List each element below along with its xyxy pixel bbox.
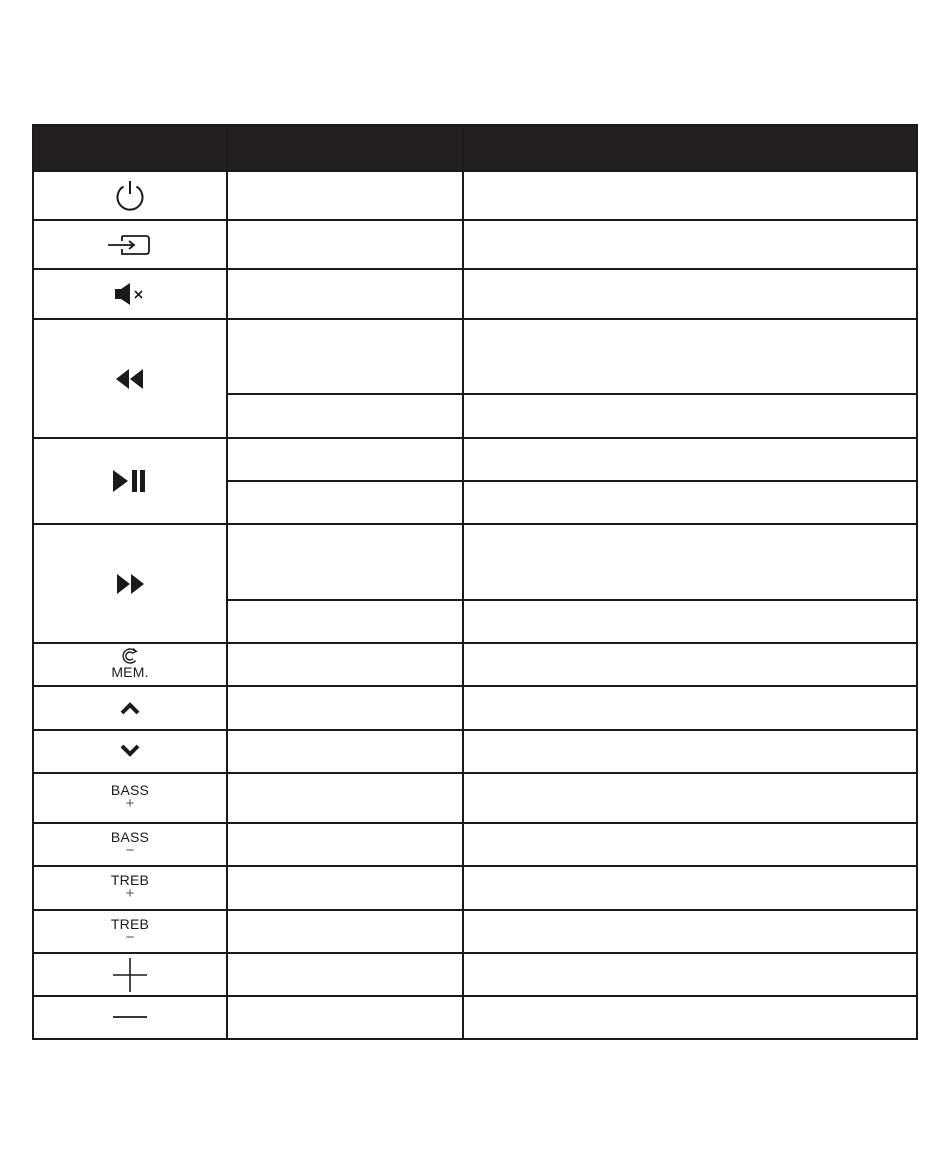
button-cell bbox=[33, 269, 227, 319]
description-cell bbox=[463, 220, 917, 269]
function-cell bbox=[227, 600, 463, 643]
function-cell bbox=[227, 686, 463, 730]
button-cell bbox=[33, 438, 227, 524]
function-cell bbox=[227, 220, 463, 269]
description-cell bbox=[463, 481, 917, 524]
button-cell bbox=[33, 953, 227, 996]
function-cell bbox=[227, 394, 463, 438]
table-row bbox=[33, 773, 917, 823]
function-cell bbox=[227, 910, 463, 953]
button-cell bbox=[33, 996, 227, 1039]
table-row bbox=[33, 730, 917, 773]
function-cell bbox=[227, 438, 463, 481]
plus-icon bbox=[111, 956, 149, 994]
table-row bbox=[33, 866, 917, 910]
description-cell bbox=[463, 600, 917, 643]
header-function bbox=[227, 125, 463, 171]
description-cell bbox=[463, 394, 917, 438]
function-cell bbox=[227, 524, 463, 600]
table-row bbox=[33, 823, 917, 866]
function-cell bbox=[227, 866, 463, 910]
function-cell bbox=[227, 823, 463, 866]
button-cell bbox=[33, 866, 227, 910]
button-cell bbox=[33, 730, 227, 773]
remote-control-table bbox=[32, 124, 918, 1040]
mute-icon bbox=[113, 281, 147, 307]
table-row bbox=[33, 171, 917, 220]
description-cell bbox=[463, 996, 917, 1039]
description-cell bbox=[463, 269, 917, 319]
function-cell bbox=[227, 773, 463, 823]
button-cell bbox=[33, 524, 227, 643]
table-row bbox=[33, 438, 917, 481]
treble-plus-icon bbox=[111, 873, 149, 901]
button-cell bbox=[33, 220, 227, 269]
table-header bbox=[33, 125, 917, 171]
function-cell bbox=[227, 643, 463, 686]
treble-label: TREB bbox=[110, 915, 150, 932]
description-cell bbox=[463, 643, 917, 686]
description-cell bbox=[463, 773, 917, 823]
table-row bbox=[33, 524, 917, 600]
chevron-down-icon bbox=[119, 743, 141, 759]
bass-plus-icon bbox=[111, 783, 149, 811]
power-icon bbox=[112, 178, 148, 214]
rewind-icon bbox=[114, 366, 146, 392]
table-row bbox=[33, 643, 917, 686]
button-cell bbox=[33, 643, 227, 686]
button-cell bbox=[33, 171, 227, 220]
play-pause-icon bbox=[110, 467, 150, 495]
fast-forward-icon bbox=[114, 571, 146, 597]
minus-sign: − bbox=[125, 928, 135, 946]
treble-label: TREB bbox=[110, 872, 150, 888]
button-cell bbox=[33, 910, 227, 953]
function-cell bbox=[227, 319, 463, 394]
plus-sign: + bbox=[125, 885, 135, 902]
description-cell bbox=[463, 438, 917, 481]
table-row bbox=[33, 220, 917, 269]
header-description bbox=[463, 125, 917, 171]
description-cell bbox=[463, 910, 917, 953]
button-cell bbox=[33, 823, 227, 866]
description-cell bbox=[463, 524, 917, 600]
minus-icon bbox=[111, 1012, 149, 1022]
function-cell bbox=[227, 730, 463, 773]
table-row bbox=[33, 953, 917, 996]
memory-icon bbox=[111, 647, 148, 679]
input-source-icon bbox=[106, 232, 154, 258]
plus-sign: + bbox=[125, 795, 135, 812]
description-cell bbox=[463, 953, 917, 996]
minus-sign: − bbox=[125, 841, 135, 859]
button-cell bbox=[33, 773, 227, 823]
function-cell bbox=[227, 953, 463, 996]
description-cell bbox=[463, 866, 917, 910]
chevron-up-icon bbox=[119, 700, 141, 716]
description-cell bbox=[463, 686, 917, 730]
table-row bbox=[33, 996, 917, 1039]
header-button bbox=[33, 125, 227, 171]
bass-label: BASS bbox=[110, 782, 150, 798]
function-cell bbox=[227, 171, 463, 220]
function-cell bbox=[227, 269, 463, 319]
button-cell bbox=[33, 686, 227, 730]
table-row bbox=[33, 910, 917, 953]
table-row bbox=[33, 269, 917, 319]
button-cell bbox=[33, 319, 227, 438]
table-row bbox=[33, 319, 917, 394]
table-row bbox=[33, 686, 917, 730]
function-cell bbox=[227, 996, 463, 1039]
bass-label: BASS bbox=[110, 828, 150, 845]
description-cell bbox=[463, 730, 917, 773]
description-cell bbox=[463, 319, 917, 394]
function-cell bbox=[227, 481, 463, 524]
bass-minus-icon bbox=[111, 830, 149, 858]
description-cell bbox=[463, 823, 917, 866]
memory-label: MEM. bbox=[111, 664, 149, 680]
description-cell bbox=[463, 171, 917, 220]
treble-minus-icon bbox=[111, 917, 149, 945]
